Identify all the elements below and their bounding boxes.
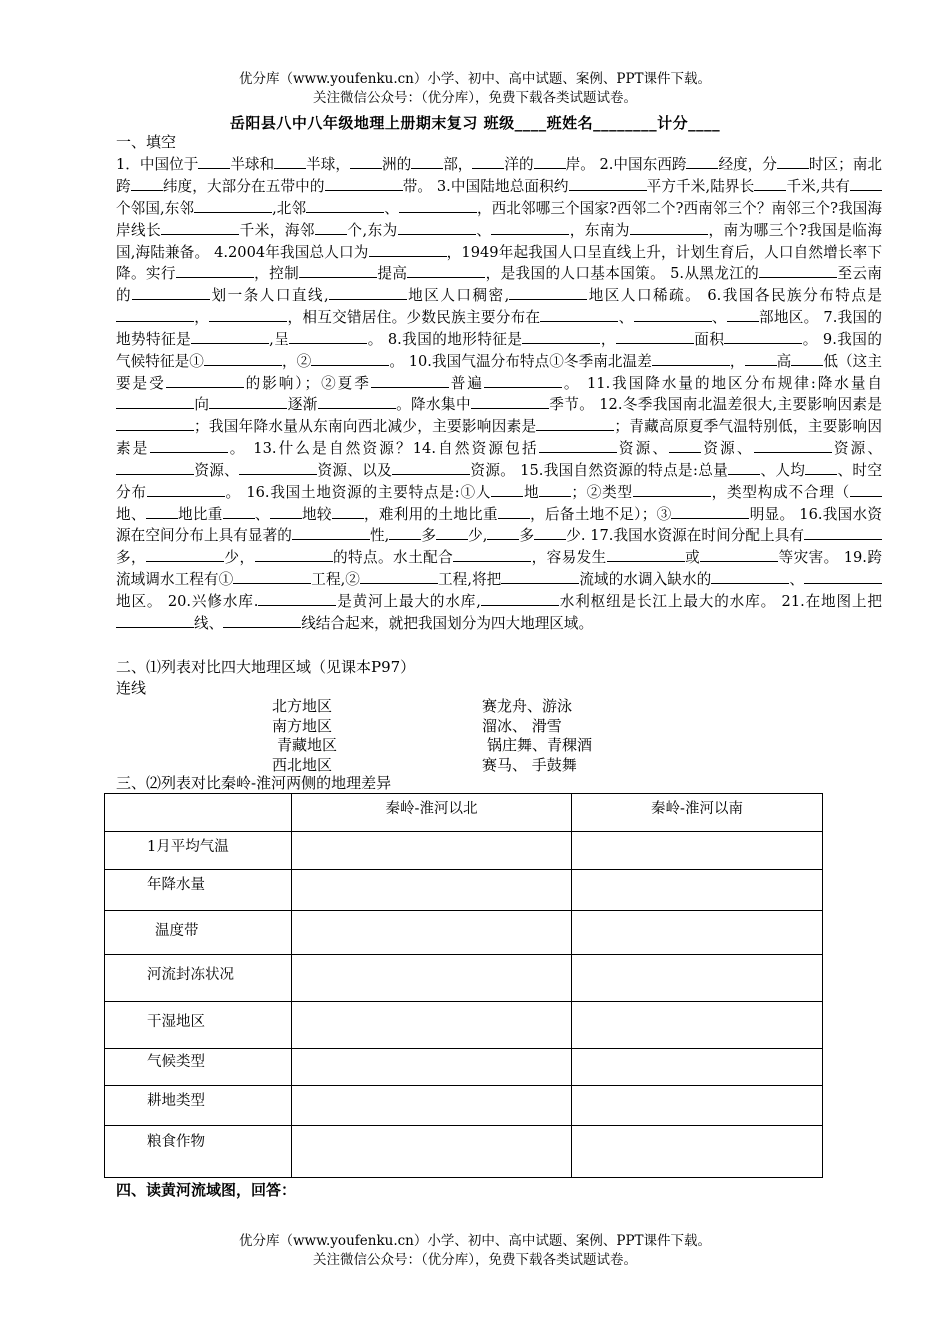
answer-blank[interactable] [318, 393, 396, 409]
answer-cell[interactable] [572, 832, 823, 870]
table-row [105, 955, 823, 1002]
answer-cell[interactable] [292, 1002, 572, 1049]
table-row-label: 气候类型 [105, 1049, 292, 1086]
answer-cell[interactable] [292, 911, 572, 955]
fill-in-sentence: 3.中国陆地总面积约 平方千米,陆界长 千米,共有个邻国,东邻 ,北邻 、 ，西北邻哪三个国家?西邻二个?西南邻三个？南邻三个?我国海岸线长 千米，海邻 个,东为 、 ，东南为 ，南为哪三个?我国是临海国,海陆兼备。 [116, 178, 882, 260]
section3-heading: 三、⑵列表对比秦岭-淮河两侧的地理差异 [116, 774, 392, 792]
answer-blank[interactable] [131, 175, 163, 191]
section1-heading: 一、填空 [116, 133, 177, 151]
answer-blank[interactable] [146, 546, 224, 562]
answer-blank[interactable] [487, 524, 519, 540]
answer-blank[interactable] [289, 328, 367, 344]
answer-blank[interactable] [116, 611, 194, 627]
fill-in-sentence: 8.我国的地形特征是 ， 面积 。 [388, 331, 818, 348]
answer-blank[interactable] [436, 524, 468, 540]
activity-item[interactable]: 赛龙舟、游泳 [482, 697, 573, 715]
fill-in-sentence: 10.我国气温分布特点①冬季南北温差 ， 高 低（这主要是受 的影响）；②夏季 普遍 。 [116, 353, 882, 392]
document-title: 岳阳县八中八年级地理上册期末复习 班级____班姓名________计分____ [229, 114, 721, 132]
answer-blank[interactable] [306, 197, 384, 213]
answer-blank[interactable] [491, 218, 569, 234]
watermark-bottom-line1: 优分库（www.youfenku.cn）小学、初中、高中试题、案例、PPT课件下载。 [238, 1233, 712, 1249]
answer-blank[interactable] [325, 175, 403, 191]
answer-blank[interactable] [392, 459, 470, 475]
answer-blank[interactable] [539, 480, 571, 496]
answer-blank[interactable] [534, 524, 566, 540]
answer-blank[interactable] [223, 502, 255, 518]
answer-blank[interactable] [498, 502, 530, 518]
activity-item[interactable]: 赛马、 手鼓舞 [482, 755, 577, 774]
answer-cell[interactable] [572, 1002, 823, 1049]
fill-in-sentence: 4.2004年我国总人口为 ，1949年起我国人口呈直线上升，计划生育后，人口自然增长率下降。实行 ，控制 提高 ，是我国的人口基本国策。 [116, 244, 882, 283]
answer-cell[interactable] [572, 955, 823, 1002]
section4-heading: 四、读黄河流域图，回答： [116, 1181, 297, 1199]
answer-blank[interactable] [191, 328, 269, 344]
answer-blank[interactable] [194, 197, 272, 213]
answer-blank[interactable] [132, 284, 210, 300]
table-row [105, 1086, 823, 1126]
answer-blank[interactable] [484, 371, 562, 387]
activity-list [482, 697, 592, 775]
answer-blank[interactable] [711, 568, 789, 584]
answer-blank[interactable] [116, 306, 194, 322]
activity-item[interactable]: 溜冰、 滑雪 [482, 716, 562, 735]
answer-blank[interactable] [398, 218, 476, 234]
answer-blank[interactable] [804, 568, 882, 584]
region-list [272, 697, 337, 775]
answer-blank[interactable] [630, 218, 708, 234]
answer-blank[interactable] [700, 546, 778, 562]
answer-blank[interactable] [329, 284, 407, 300]
fill-in-sentence: 6.我国各民族分布特点是， ，相互交错居住。少数民族主要分布在 、 、 部地区。 [116, 287, 882, 326]
fill-in-sentence: 12.冬季我国南北温差很大,主要影响因素是；我国年降水量从东南向西北减少，主要影响因素是 ；青藏高原夏季气温特别低，主要影响因素是 。 [116, 396, 882, 458]
answer-blank[interactable] [407, 262, 485, 278]
answer-blank[interactable] [176, 262, 254, 278]
answer-blank[interactable] [204, 349, 282, 365]
answer-blank[interactable] [315, 218, 347, 234]
watermark-top-line2: 关注微信公众号：（优分库），免费下载各类试题试卷。 [313, 90, 637, 106]
answer-blank[interactable] [371, 371, 449, 387]
fill-in-sentence: 9.我国的气候特征是① ，② 。 [116, 330, 882, 370]
answer-cell[interactable] [572, 911, 823, 955]
answer-blank[interactable] [223, 611, 301, 627]
table-col-header-south: 秦岭-淮河以南 [572, 794, 823, 832]
fill-in-sentence: 15.我国自然资源的特点是:总量 、人均 、时空分布 。 [116, 462, 882, 501]
section2-sub: 连线 [116, 679, 147, 697]
watermark-bottom-line2: 关注微信公众号：（优分库），免费下载各类试题试卷。 [313, 1252, 637, 1268]
table-row-label: 耕地类型 [105, 1086, 292, 1126]
region-item[interactable]: 北方地区 [272, 697, 333, 715]
answer-blank[interactable] [332, 502, 364, 518]
answer-blank[interactable] [198, 153, 230, 169]
answer-blank[interactable] [791, 349, 823, 365]
table-header-row [105, 794, 823, 832]
answer-blank[interactable] [161, 218, 239, 234]
answer-blank[interactable] [481, 590, 559, 606]
answer-blank[interactable] [754, 175, 786, 191]
table-row [105, 832, 823, 870]
answer-blank[interactable] [399, 197, 477, 213]
region-item[interactable]: 南方地区 [272, 716, 333, 735]
answer-blank[interactable] [850, 480, 882, 496]
answer-blank[interactable] [360, 568, 438, 584]
answer-blank[interactable] [728, 459, 760, 475]
answer-blank[interactable] [850, 175, 882, 191]
answer-blank[interactable] [805, 459, 837, 475]
answer-blank[interactable] [116, 393, 194, 409]
answer-blank[interactable] [522, 328, 600, 344]
fill-in-text [116, 153, 882, 633]
answer-blank[interactable] [350, 153, 382, 169]
answer-blank[interactable] [292, 524, 370, 540]
answer-cell[interactable] [292, 955, 572, 1002]
fill-in-sentence: 16.我国水资源在空间分布上具有显著的 性, 多 少, 多 少. [116, 505, 882, 545]
table-row-label: 1月平均气温 [105, 832, 292, 870]
answer-blank[interactable] [777, 153, 809, 169]
table-corner-cell [105, 794, 292, 832]
table-row [105, 1002, 823, 1049]
fill-in-sentence: 21.在地图上把线、 线结合起来，就把我国划分为四大地理区域。 [116, 593, 882, 632]
answer-blank[interactable] [258, 590, 336, 606]
answer-blank[interactable] [671, 502, 749, 518]
fill-in-questions [116, 153, 882, 633]
answer-blank[interactable] [147, 480, 225, 496]
answer-blank[interactable] [686, 153, 718, 169]
answer-blank[interactable] [652, 349, 730, 365]
answer-blank[interactable] [311, 349, 389, 365]
table-row [105, 870, 823, 911]
answer-blank[interactable] [491, 480, 523, 496]
answer-blank[interactable] [270, 502, 302, 518]
answer-blank[interactable] [616, 328, 694, 344]
table-row-label: 河流封冻状况 [105, 955, 292, 1002]
fill-in-sentence: 2.中国东西跨 经度，分 时区；南北跨 纬度，大部分在五带中的 带。 [116, 156, 882, 195]
answer-blank[interactable] [274, 153, 306, 169]
answer-blank[interactable] [453, 546, 531, 562]
fill-in-sentence: 16.我国土地资源的主要特点是:①人 地 ；②类型 ，类型构成不合理（地、 地比重 、 地较 ，难利用的土地比重 ，后备土地不足）；③ 明显。 [116, 484, 882, 523]
answer-cell[interactable] [292, 1126, 572, 1178]
answer-cell[interactable] [292, 1086, 572, 1126]
answer-blank[interactable] [759, 262, 837, 278]
answer-blank[interactable] [569, 175, 647, 191]
table-col-header-north: 秦岭-淮河以北 [292, 794, 572, 832]
answer-cell[interactable] [572, 1126, 823, 1178]
answer-blank[interactable] [727, 306, 759, 322]
answer-blank[interactable] [389, 524, 421, 540]
answer-blank[interactable] [411, 153, 443, 169]
answer-blank[interactable] [233, 568, 311, 584]
answer-blank[interactable] [634, 306, 712, 322]
watermark-top-line1: 优分库（www.youfenku.cn）小学、初中、高中试题、案例、PPT课件下载。 [238, 71, 712, 87]
answer-cell[interactable] [572, 870, 823, 911]
answer-blank[interactable] [116, 459, 194, 475]
answer-blank[interactable] [239, 459, 317, 475]
answer-blank[interactable] [509, 284, 587, 300]
table-row-label: 粮食作物 [105, 1126, 292, 1178]
fill-in-sentence: 7.我国的地势特征是 ,呈 。 [116, 309, 882, 348]
table-row-label: 年降水量 [105, 870, 292, 911]
activity-item[interactable]: 锅庄舞、青稞酒 [487, 736, 593, 754]
answer-blank[interactable] [299, 262, 377, 278]
fill-in-sentence: 5.从黑龙江的 至云南的 划一条人口直线, 地区人口稠密, 地区人口稀疏。 [116, 265, 882, 304]
answer-cell[interactable] [572, 1049, 823, 1086]
answer-blank[interactable] [536, 415, 614, 431]
region-item[interactable]: 西北地区 [272, 755, 333, 774]
fill-in-sentence: 20.兴修水库. 是黄河上最大的水库, 水利枢纽是长江上最大的水库。 [168, 593, 776, 610]
answer-blank[interactable] [607, 546, 685, 562]
answer-blank[interactable] [209, 306, 287, 322]
answer-blank[interactable] [754, 437, 832, 453]
table-row [105, 911, 823, 955]
answer-blank[interactable] [724, 328, 802, 344]
answer-blank[interactable] [369, 240, 447, 256]
table-row-label: 温度带 [105, 911, 292, 955]
answer-cell[interactable] [292, 870, 572, 911]
answer-blank[interactable] [633, 480, 711, 496]
region-item[interactable]: 青藏地区 [277, 736, 338, 754]
answer-blank[interactable] [669, 437, 701, 453]
answer-blank[interactable] [471, 393, 549, 409]
answer-blank[interactable] [745, 349, 777, 365]
fill-in-sentence: 11.我国降水量的地区分布规律:降水量自向 逐渐 。降水集中 季节。 [116, 375, 882, 414]
section2-heading: 二、⑴列表对比四大地理区域（见课本P97） [116, 658, 416, 676]
answer-blank[interactable] [209, 393, 287, 409]
answer-cell[interactable] [292, 832, 572, 870]
fill-in-sentence: 1．中国位于 半球和 半球， 洲的 部， 洋的 岸。 [116, 156, 595, 173]
answer-blank[interactable] [146, 502, 178, 518]
answer-cell[interactable] [572, 1086, 823, 1126]
fill-in-sentence: 19.跨流域调水工程有① 工程,② 工程,将把 流域的水调入缺水的 、地区。 [116, 549, 882, 610]
answer-blank[interactable] [150, 437, 228, 453]
table-row-label: 干湿地区 [105, 1002, 292, 1049]
answer-blank[interactable] [501, 568, 579, 584]
table-row [105, 1126, 823, 1178]
answer-blank[interactable] [539, 437, 617, 453]
answer-blank[interactable] [540, 306, 618, 322]
comparison-table [104, 793, 823, 1178]
table-row [105, 1049, 823, 1086]
fill-in-sentence: 17.我国水资源在时间分配上具有多， 少， 的特点。水土配合 ，容易发生 或 等灾害。 [116, 527, 882, 566]
answer-blank[interactable] [804, 524, 882, 540]
answer-blank[interactable] [166, 371, 244, 387]
answer-cell[interactable] [292, 1049, 572, 1086]
answer-blank[interactable] [255, 546, 333, 562]
answer-blank[interactable] [116, 415, 194, 431]
answer-blank[interactable] [534, 153, 566, 169]
answer-blank[interactable] [472, 153, 504, 169]
fill-in-sentence: 13.什么是自然资源？14.自然资源包括 资源、 资源、 资源、资源、 资源、以及 资源。 [116, 440, 882, 479]
